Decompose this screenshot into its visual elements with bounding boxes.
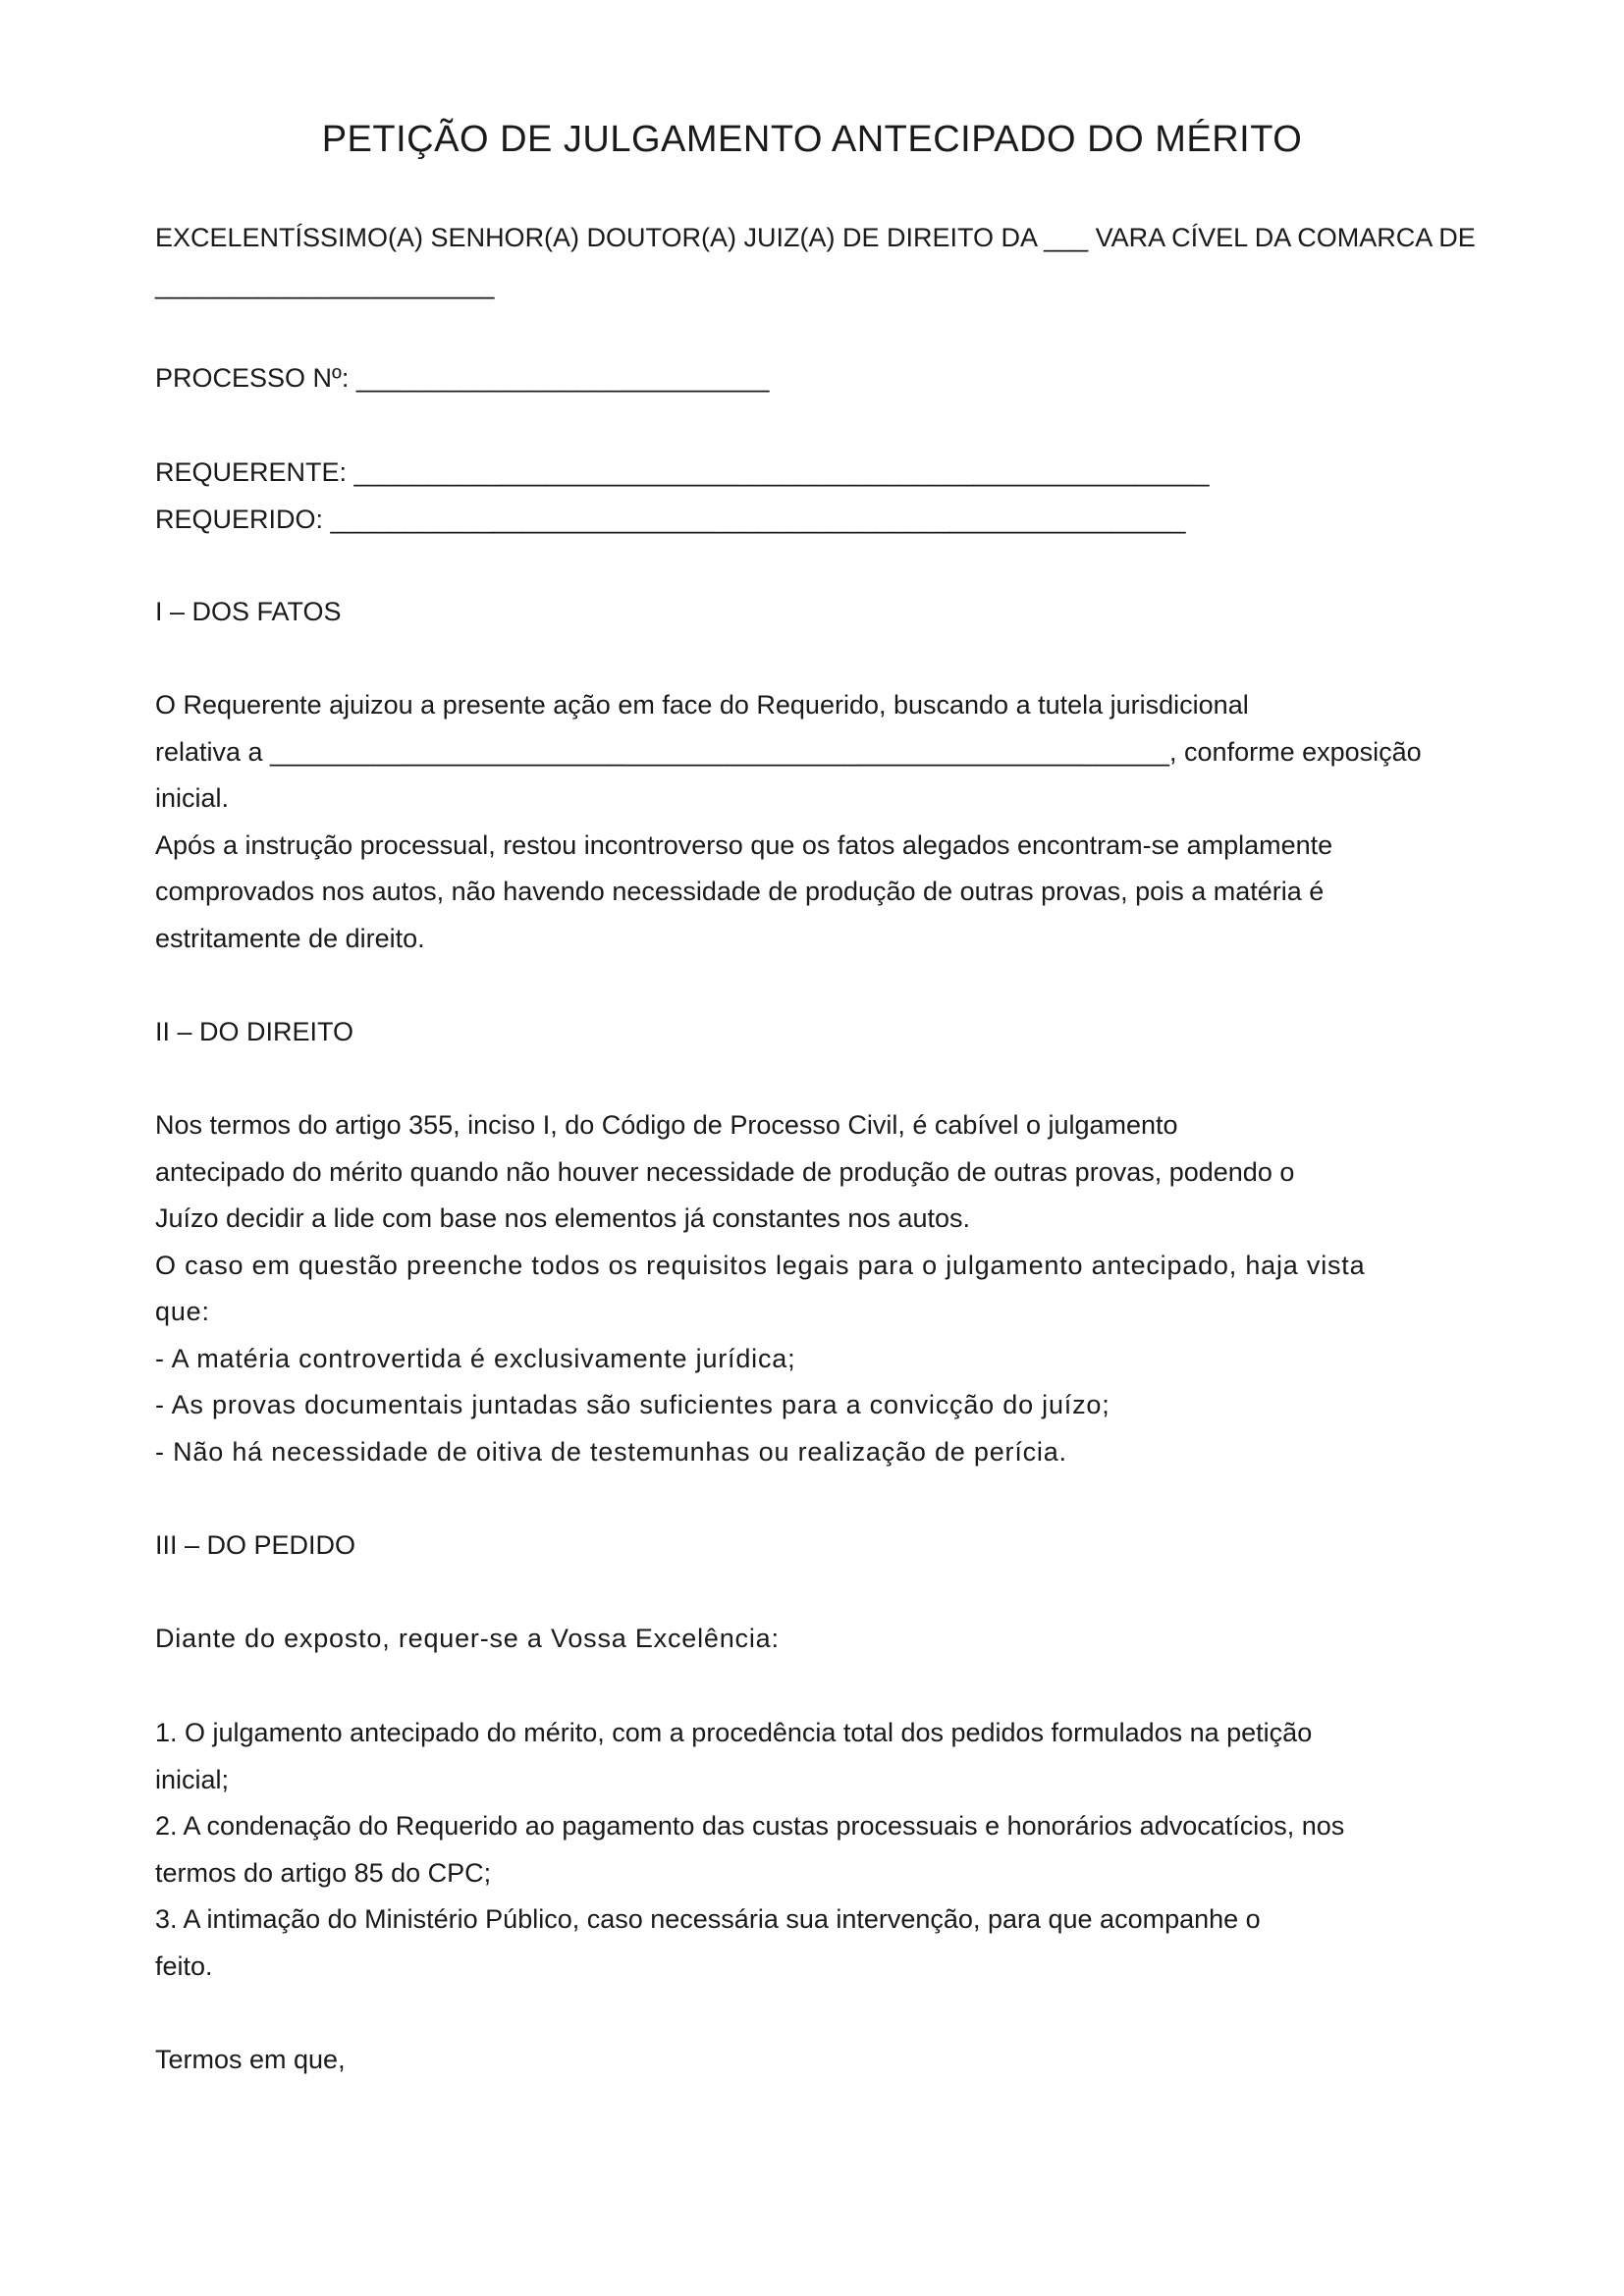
list-item: - Não há necessidade de oitiva de testemunhas ou realização de perícia. — [155, 1436, 1067, 1467]
list-item: 3. A intimação do Ministério Público, caso necessária sua intervenção, para que acompanhe o — [155, 1904, 1261, 1934]
processo-number: PROCESSO Nº: ____________________________ — [155, 363, 770, 393]
list-item: inicial; — [155, 1764, 230, 1794]
list-item: 1. O julgamento antecipado do mérito, com a procedência total dos pedidos formulados na petição — [155, 1718, 1313, 1747]
section-2-heading — [155, 1009, 1549, 1056]
document-title: PETIÇÃO DE JULGAMENTO ANTECIPADO DO MÉRITO — [321, 119, 1303, 160]
section-heading: II – DO DIREITO — [155, 1017, 354, 1046]
closing-line: Termos em que, — [155, 2045, 346, 2074]
paragraph-line: O caso em questão preenche todos os requisitos legais para o julgamento antecipado, haja vista — [155, 1250, 1366, 1280]
requerente-field: REQUERENTE: __________________________________________________________ — [155, 457, 1210, 487]
paragraph-line: O Requerente ajuizou a presente ação em face do Requerido, buscando a tutela jurisdicional — [155, 690, 1249, 720]
closing — [155, 2037, 1549, 2084]
addressee — [155, 215, 1549, 308]
section-heading: III – DO PEDIDO — [155, 1530, 356, 1560]
list-item: termos do artigo 85 do CPC; — [155, 1857, 492, 1888]
section-3-intro — [155, 1616, 1549, 1663]
list-item: - As provas documentais juntadas são suficientes para a convicção do juízo; — [155, 1390, 1110, 1419]
list-item: 2. A condenação do Requerido ao pagamento das custas processuais e honorários advocatícios, nos — [155, 1811, 1345, 1841]
paragraph-line: Nos termos do artigo 355, inciso I, do Código de Processo Civil, é cabível o julgamento — [155, 1110, 1178, 1140]
paragraph-line: inicial. — [155, 783, 230, 813]
paragraph-line: relativa a _____________________________________________________________, conforme exposição — [155, 736, 1422, 767]
list-item: feito. — [155, 1950, 213, 1981]
addressee-line-2: _______________________ — [155, 269, 495, 299]
list-item: - A matéria controvertida é exclusivamente jurídica; — [155, 1343, 796, 1373]
section-2-body — [155, 1102, 1549, 1475]
paragraph-line: comprovados nos autos, não havendo necessidade de produção de outras provas, pois a matéria é — [155, 877, 1325, 906]
section-heading: I – DOS FATOS — [155, 597, 342, 626]
paragraph-line: Juízo decidir a lide com base nos elementos já constantes nos autos. — [155, 1203, 970, 1233]
requerido-field: REQUERIDO: __________________________________________________________ — [155, 504, 1186, 534]
paragraph-line: Diante do exposto, requer-se a Vossa Excelência: — [155, 1624, 780, 1653]
section-1-body — [155, 682, 1549, 962]
section-3-heading — [155, 1522, 1549, 1570]
addressee-line-1: EXCELENTÍSSIMO(A) SENHOR(A) DOUTOR(A) JUIZ(A) DE DIREITO DA ___ VARA CÍVEL DA COMARCA DE — [155, 223, 1476, 252]
parties — [155, 450, 1549, 543]
section-3-requests — [155, 1710, 1549, 1990]
paragraph-line: que: — [155, 1297, 210, 1326]
paragraph-line: estritamente de direito. — [155, 923, 425, 953]
section-1-heading — [155, 589, 1549, 636]
processo-field — [155, 355, 1549, 402]
paragraph-line: Após a instrução processual, restou incontroverso que os fatos alegados encontram-se amplamente — [155, 829, 1333, 860]
paragraph-line: antecipado do mérito quando não houver necessidade de produção de outras provas, podendo o — [155, 1156, 1295, 1187]
